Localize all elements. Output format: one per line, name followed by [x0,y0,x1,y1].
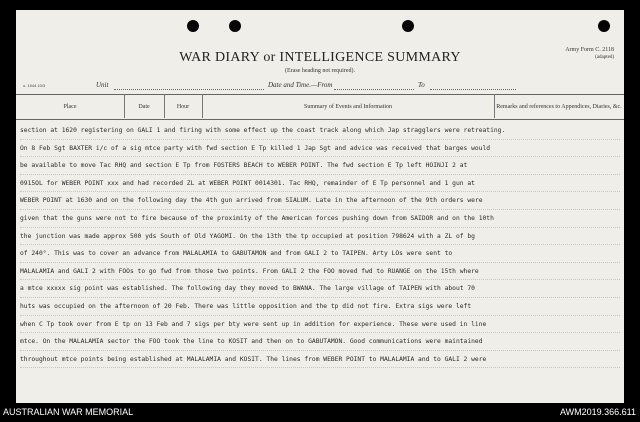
punch-hole [229,20,241,32]
entry-line: mtce. On the MALALAMIA sector the FOO took the line to KOSIT and then on to GABUTAMON. Good communications were maintained [20,333,620,351]
column-divider [494,94,495,118]
punch-hole [402,20,414,32]
entry-line: of 240°. This was to cover an advance from MALALAMIA to GABUTAMON and from GALI 2 to TAIPEN. Arty LOs were sent to [20,245,620,263]
entry-line: a mtce xxxxx sig point was established. The following day they moved to BWANA. The large village of TAIPEN with about 70 [20,280,620,298]
entry-line: throughout mtce points being established at MALALAMIA and KOSIT. The lines from WEBER POINT to MALALAMIA and to GALI 2 were [20,351,620,369]
column-header-row [16,94,624,120]
to-rule [430,89,516,90]
punch-hole [187,20,199,32]
col-remarks: Remarks and references to Appendices, Diaries, &c. [496,103,622,110]
unit-rule [114,89,264,90]
entry-line: MALALAMIA and GALI 2 with FOOs to go fwd from those two points. From GALI 2 the FOO moved fwd to RUANGE on the 15th where [20,263,620,281]
unit-label: Unit [96,81,109,89]
col-summary: Summary of Events and Information [304,103,392,110]
army-form-number: Army Form C. 2118 [565,47,614,53]
entry-line: huts was occupied on the afternoon of 20 Feb. There was little opposition and the tp did not fire. Extra sigs were left [20,298,620,316]
column-divider [124,94,125,118]
col-date: Date [138,103,150,110]
army-form-label [565,46,614,62]
to-label: To [418,81,425,89]
from-rule [334,89,414,90]
army-form-note: (adapted) [595,55,614,60]
entry-line: section at 1620 registering on GALI 1 and firing with some effect up the coast track along which Jap stragglers were retreating. [20,122,620,140]
date-time-label: Date and Time.—From [268,81,333,89]
entry-line: 0915OL for WEBER POINT xxx and had recorded ZL at WEBER POINT 0014301. Tac RHQ, remainder of E Tp personnel and 1 gun at [20,175,620,193]
entry-line: the junction was made approx 500 yds South of Old YAGOMI. On the 13th the tp occupied at position 798624 with a ZL of bg [20,228,620,246]
column-divider [164,94,165,118]
col-place: Place [63,103,77,110]
entry-line: be available to move Tac RHQ and section E Tp from FOSTERS BEACH to WEBER POINT. The fwd section E Tp left HOINJI 2 at [20,157,620,175]
form-title: WAR DIARY or INTELLIGENCE SUMMARY [179,50,461,65]
col-hour: Hour [176,103,190,110]
form-subtitle: (Erase heading not required). [285,68,355,74]
column-divider [202,94,203,118]
entry-line: On 8 Feb Sgt BAXTER i/c of a sig mtce party with fwd section E Tp killed 1 Jap Sgt and advice was received that barges would [20,140,620,158]
diary-page [16,10,624,403]
entry-line: when C Tp took over from E tp on 13 Feb and 7 sigs per bty were sent up in addition for experience. These were used in line [20,316,620,334]
credit-institution: AUSTRALIAN WAR MEMORIAL [3,407,134,417]
entry-line: WEBER POINT at 1630 and on the following day the 4th gun arrived from SIALUM. Late in the afternoon of the 9th orders were [20,192,620,210]
entry-line: given that the guns were not to fire because of the proximity of the American forces pushing down from SAIDOR and on the 10th [20,210,620,228]
credit-accession-number: AWM2019.366.611 [559,407,636,417]
form-reference: o. 1944 10/3 [23,83,46,88]
heading-line [76,81,516,91]
punch-hole [598,20,610,32]
diary-entry [20,122,620,368]
